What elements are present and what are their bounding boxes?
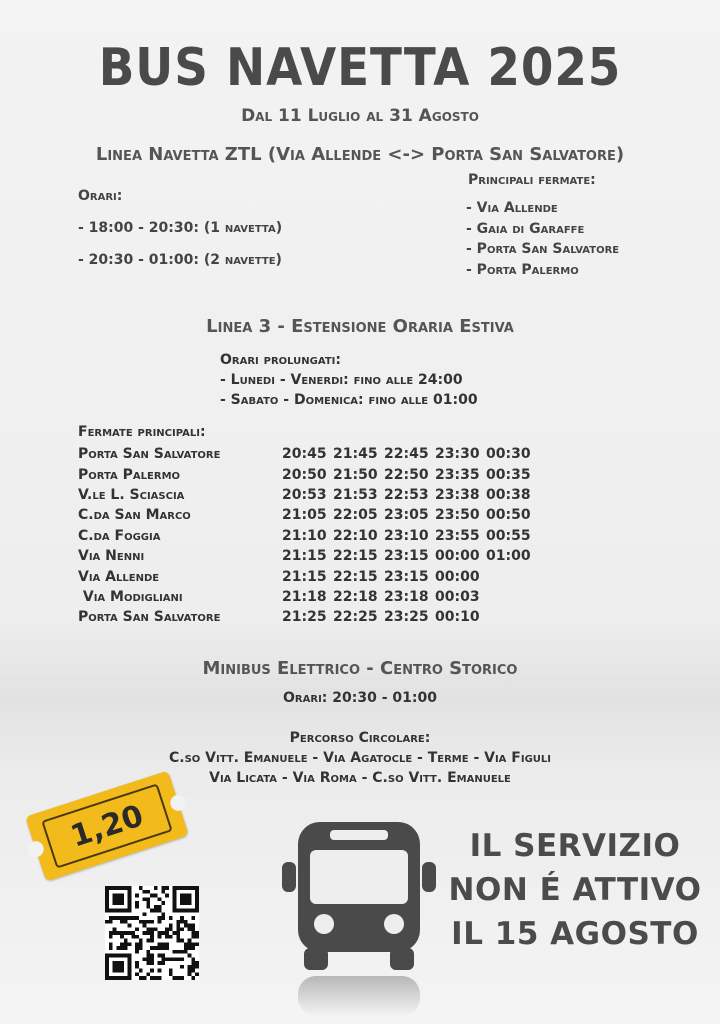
departure-time: 22:15	[333, 568, 378, 585]
departure-time: 22:25	[333, 609, 378, 626]
stop-name: C.da Foggia	[78, 527, 161, 544]
stop-name: Via Nenni	[78, 548, 145, 565]
ztl-orari-label: Orari:	[78, 188, 123, 204]
service-notice	[440, 824, 710, 956]
notice-line: NON É ATTIVO	[448, 872, 702, 908]
stop-name: Via Allende	[78, 568, 160, 585]
page-title: BUS NAVETTA 2025	[98, 38, 622, 98]
stop-name: C.da San Marco	[78, 507, 191, 524]
departure-time: 21:05	[282, 507, 327, 524]
departure-time: 21:10	[282, 527, 327, 544]
stop-name: Via Modigliani	[78, 588, 183, 605]
linea3-title: Linea 3 - Estensione Oraria Estiva	[206, 316, 514, 337]
departure-time: 23:10	[384, 527, 429, 544]
table-row	[78, 587, 537, 607]
table-row	[78, 607, 537, 627]
departure-time: 00:00	[435, 548, 480, 565]
date-range: Dal 11 Luglio al 31 Agosto	[241, 106, 479, 126]
departure-time: 23:25	[384, 609, 429, 626]
departure-time: 23:05	[384, 507, 429, 524]
departure-time: 21:18	[282, 588, 327, 605]
departure-time: 21:15	[282, 568, 327, 585]
departure-time: 23:35	[435, 466, 480, 483]
table-row	[78, 526, 537, 546]
timetable-rows	[78, 444, 537, 628]
linea3-orario-item: - Lunedi - Venerdi: fino alle 24:00	[220, 372, 463, 388]
departure-time: 00:03	[435, 588, 480, 605]
list-item: - Via Allende	[466, 200, 558, 216]
qr-code-icon[interactable]	[105, 886, 199, 980]
timetable-label: Fermate principali:	[78, 424, 206, 440]
departure-time: 00:10	[435, 609, 480, 626]
departure-time: 23:18	[384, 588, 429, 605]
ztl-stops-label: Principali fermate:	[468, 172, 596, 188]
departure-time: 00:30	[486, 446, 531, 463]
list-item: - Porta San Salvatore	[466, 241, 620, 257]
departure-time: 23:38	[435, 486, 480, 503]
linea3-orari	[220, 350, 478, 410]
departure-time: 20:45	[282, 446, 327, 463]
notice-line: IL SERVIZIO	[469, 828, 681, 864]
bus-icon	[274, 816, 444, 1016]
list-item: - Gaia di Garaffe	[466, 220, 585, 237]
ticket-notch	[168, 793, 188, 813]
departure-time: 22:18	[333, 588, 378, 605]
minibus-orari: Orari: 20:30 - 01:00	[283, 690, 437, 706]
departure-time: 23:50	[435, 507, 480, 524]
departure-time: 00:38	[486, 486, 531, 503]
departure-time: 00:35	[486, 466, 531, 483]
departure-time: 22:10	[333, 527, 378, 544]
minibus-route-label: Percorso Circolare:	[289, 730, 431, 746]
departure-time: 21:45	[333, 446, 378, 463]
departure-time: 00:55	[486, 527, 531, 544]
departure-time: 22:50	[384, 466, 429, 483]
ztl-line-title: Linea Navetta ZTL (Via Allende <-> Porta San Salvatore)	[95, 144, 625, 165]
stop-name: Porta Palermo	[78, 466, 181, 483]
departure-time: 01:00	[486, 548, 531, 565]
ztl-stops-list	[466, 198, 619, 280]
departure-time: 23:15	[384, 568, 429, 585]
list-item: - Porta Palermo	[466, 261, 579, 278]
stop-name: V.le L. Sciascia	[78, 486, 185, 503]
departure-time: 22:45	[384, 446, 429, 463]
minibus-title: Minibus Elettrico - Centro Storico	[202, 658, 518, 679]
linea3-orari-label: Orari prolungati:	[220, 352, 341, 368]
departure-time: 22:15	[333, 548, 378, 565]
ztl-orario-item: - 18:00 - 20:30: (1 navetta)	[78, 220, 283, 236]
stop-name: Porta San Salvatore	[78, 609, 221, 626]
departure-time: 00:50	[486, 507, 531, 524]
departure-time: 21:53	[333, 486, 378, 503]
minibus-route-line: Via Licata - Via Roma - C.so Vitt. Emanuele	[209, 770, 511, 786]
departure-time: 21:15	[282, 548, 327, 565]
stop-name: Porta San Salvatore	[78, 446, 221, 463]
departure-time: 23:30	[435, 446, 480, 463]
departure-time: 20:53	[282, 486, 327, 503]
table-row	[78, 566, 537, 586]
departure-time: 21:50	[333, 466, 378, 483]
departure-time: 23:15	[384, 548, 429, 565]
departure-time: 20:50	[282, 466, 327, 483]
table-row	[78, 505, 537, 525]
table-row	[78, 464, 537, 484]
table-row	[78, 546, 537, 566]
departure-time: 23:55	[435, 527, 480, 544]
ticket-notch	[26, 839, 46, 859]
departure-time: 22:53	[384, 486, 429, 503]
notice-line: IL 15 AGOSTO	[451, 916, 699, 952]
ticket-price: 1,20	[41, 783, 172, 868]
linea3-timetable	[78, 424, 537, 628]
minibus-route-line: C.so Vitt. Emanuele - Via Agatocle - Terme - Via Figuli	[168, 750, 552, 766]
departure-time: 00:00	[435, 568, 480, 585]
table-row	[78, 444, 537, 464]
departure-time: 22:05	[333, 507, 378, 524]
departure-time: 21:25	[282, 609, 327, 626]
linea3-orario-item: - Sabato - Domenica: fino alle 01:00	[220, 392, 478, 408]
table-row	[78, 485, 537, 505]
ztl-orario-item: - 20:30 - 01:00: (2 navette)	[78, 252, 282, 268]
